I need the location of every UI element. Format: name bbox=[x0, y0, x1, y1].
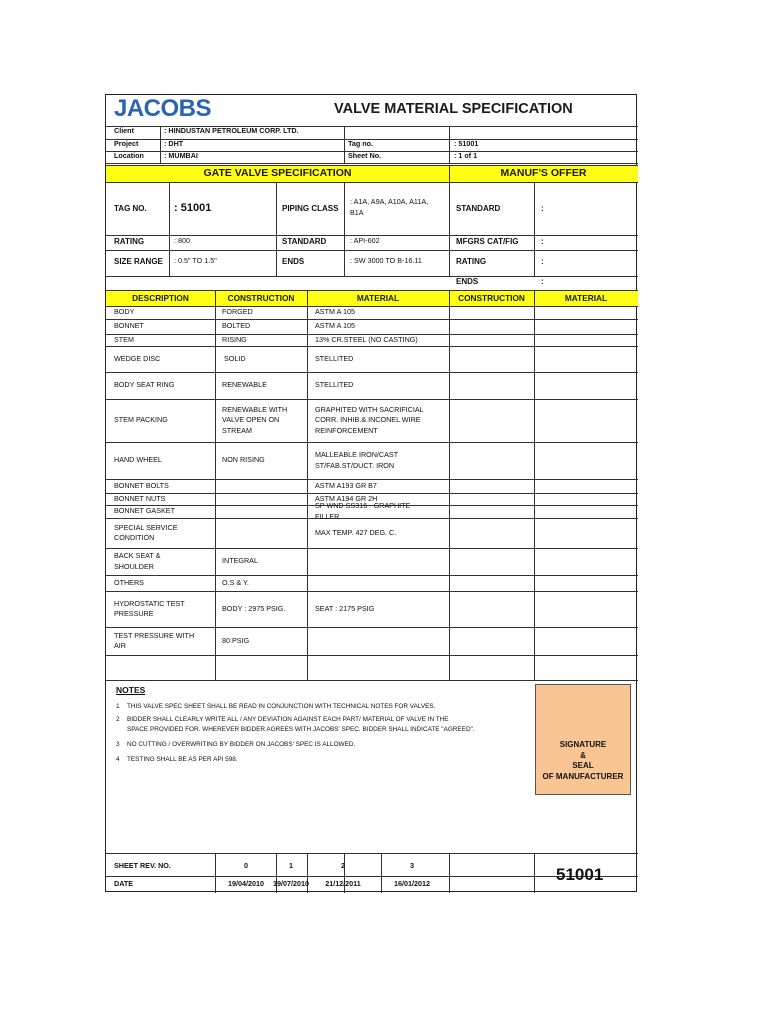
table-cell-desc: STEM bbox=[114, 334, 134, 344]
table-cell-mat: SP WND SS316 - GRAPHITE bbox=[315, 501, 411, 510]
manufacturer-offer-banner: MANUF'S OFFER bbox=[500, 167, 587, 179]
sheet-value: : 1 of 1 bbox=[454, 151, 478, 160]
table-cell-cons: RISING bbox=[222, 334, 247, 344]
table-cell-desc: BONNET BOLTS bbox=[114, 480, 169, 490]
table-cell-cons: SOLID bbox=[224, 353, 246, 363]
note-number: 1 bbox=[116, 703, 120, 710]
grid-line bbox=[106, 399, 638, 400]
table-cell-desc: PRESSURE bbox=[114, 609, 154, 618]
grid-line bbox=[106, 276, 638, 277]
client-value: : HINDUSTAN PETROLEUM CORP. LTD. bbox=[164, 126, 299, 135]
table-cell-mat: CORR. INHIB.& INCONEL WIRE bbox=[315, 415, 421, 425]
grid-line bbox=[449, 853, 450, 893]
table-cell-desc: HAND WHEEL bbox=[114, 455, 162, 465]
rating-value: : 800 bbox=[174, 236, 190, 245]
note-number: 4 bbox=[116, 756, 120, 763]
table-cell-cons: BOLTED bbox=[222, 321, 251, 331]
table-cell-mat: MALLEABLE IRON/CAST bbox=[315, 450, 399, 459]
table-cell-mat: GRAPHITED WITH SACRIFICIAL bbox=[315, 404, 424, 414]
note-item bbox=[116, 725, 475, 734]
project-value: : DHT bbox=[164, 139, 184, 148]
sheet-rev-label: SHEET REV. NO. bbox=[114, 861, 171, 870]
rev-date: 16/01/2012 bbox=[394, 879, 430, 888]
ends-value: : SW 3000 TO B-16.11 bbox=[350, 256, 422, 265]
grid-line bbox=[106, 680, 638, 681]
size-range-value: : 0.5" TO 1.5" bbox=[174, 256, 217, 265]
grid-line bbox=[106, 518, 638, 519]
note-text: SPACE PROVIDED FOR. WHEREVER BIDDER AGREES WITH JACOBS' SPEC. BIDDER SHALL INDICATE "AGREED". bbox=[127, 725, 475, 733]
table-cell-cons: NON RISING bbox=[222, 455, 265, 465]
rev-number: 0 bbox=[244, 861, 248, 870]
table-cell-cons: RENEWABLE bbox=[222, 380, 267, 390]
table-cell-cons: RENEWABLE WITH bbox=[222, 404, 288, 414]
grid-line bbox=[534, 290, 535, 680]
grid-line bbox=[106, 575, 638, 576]
signature-label: SIGNATURE & SEAL OF MANUFACTURER bbox=[542, 740, 624, 781]
offer-ends-value: : bbox=[541, 277, 544, 286]
grid-line bbox=[449, 290, 450, 680]
table-cell-mat: ASTM A194 GR 2H bbox=[315, 493, 378, 503]
grid-line bbox=[106, 306, 638, 307]
rev-number: 1 bbox=[289, 861, 293, 870]
location-label: Location bbox=[114, 151, 144, 160]
grid-line bbox=[169, 182, 170, 276]
grid-line bbox=[106, 290, 638, 291]
project-label: Project bbox=[114, 139, 139, 148]
rev-date: 19/04/2010 bbox=[228, 879, 264, 888]
table-cell-cons: O.S & Y. bbox=[222, 577, 249, 587]
table-cell-mat: REINFORCEMENT bbox=[315, 425, 378, 435]
piping-class-value: : A1A, A9A, A10A, A11A, bbox=[350, 197, 429, 206]
size-range-label: SIZE RANGE bbox=[114, 257, 163, 266]
grid-line bbox=[381, 853, 382, 893]
grid-line bbox=[106, 655, 638, 656]
table-cell-mat: STELLITED bbox=[315, 353, 354, 363]
column-header: DESCRIPTION bbox=[132, 293, 189, 303]
document-number: 51001 bbox=[556, 865, 604, 884]
table-cell-cons: INTEGRAL bbox=[222, 556, 258, 566]
table-cell-cons: BODY : 2975 PSIG. bbox=[222, 603, 286, 613]
table-cell-desc: WEDGE DISC bbox=[114, 353, 161, 363]
gate-valve-banner: GATE VALVE SPECIFICATION bbox=[203, 167, 352, 179]
table-cell-mat: ST/FAB.ST/DUCT. IRON bbox=[315, 460, 395, 470]
standard-value: : API-602 bbox=[350, 236, 380, 245]
client-label: Client bbox=[114, 126, 134, 135]
rev-date: 21/12/2011 bbox=[325, 879, 361, 888]
grid-line bbox=[106, 627, 638, 628]
table-cell-mat: MAX TEMP. 427 DEG. C. bbox=[315, 527, 397, 537]
table-cell-mat: ASTM A 105 bbox=[315, 321, 355, 331]
table-cell-desc: BONNET GASKET bbox=[114, 506, 175, 516]
grid-line bbox=[106, 442, 638, 443]
offer-ends-label: ENDS bbox=[456, 277, 479, 286]
table-cell-desc: CONDITION bbox=[114, 533, 155, 542]
grid-line bbox=[215, 290, 216, 680]
column-header: MATERIAL bbox=[356, 293, 400, 303]
grid-line bbox=[106, 165, 638, 166]
table-cell-cons: STREAM bbox=[222, 425, 252, 435]
table-cell-mat: SEAT : 2175 PSIG bbox=[315, 603, 375, 613]
piping-class-label: PIPING CLASS bbox=[282, 204, 339, 213]
grid-line bbox=[106, 319, 638, 320]
grid-line bbox=[449, 182, 450, 276]
rev-number: 3 bbox=[410, 861, 414, 870]
table-cell-desc: OTHERS bbox=[114, 577, 144, 587]
offer-rating-label: RATING bbox=[456, 257, 487, 266]
table-cell-cons: 80 PSIG bbox=[222, 635, 250, 645]
tag-label: Tag no. bbox=[348, 139, 374, 148]
table-cell-desc: BONNET NUTS bbox=[114, 493, 166, 503]
tag-value: : 51001 bbox=[454, 139, 479, 148]
mfgrs-label: MFGRS CAT/FIG bbox=[456, 237, 519, 246]
location-value: : MUMBAI bbox=[164, 151, 198, 160]
table-cell-mat: ASTM A 105 bbox=[315, 307, 355, 317]
table-cell-mat: STELLITED bbox=[315, 380, 354, 390]
note-text: THIS VALVE SPEC SHEET SHALL BE READ IN CONJUNCTION WITH TECHNICAL NOTES FOR VALVES. bbox=[127, 703, 436, 710]
column-header: MATERIAL bbox=[564, 293, 608, 303]
grid-line bbox=[106, 548, 638, 549]
grid-line bbox=[106, 250, 638, 251]
offer-standard-label: STANDARD bbox=[456, 204, 501, 213]
ends-label: ENDS bbox=[282, 257, 305, 266]
spec-sheet bbox=[105, 94, 637, 892]
grid-line bbox=[534, 853, 535, 893]
page-title: VALVE MATERIAL SPECIFICATION bbox=[334, 101, 573, 117]
grid-line bbox=[106, 372, 638, 373]
table-cell-desc: HYDROSTATIC TEST bbox=[114, 598, 185, 608]
grid-line bbox=[215, 853, 216, 893]
table-cell-cons: FORGED bbox=[222, 307, 253, 317]
table-cell-desc: TEST PRESSURE WITH bbox=[114, 630, 195, 640]
note-item bbox=[116, 740, 355, 749]
notes-title: NOTES bbox=[116, 685, 146, 695]
note-item bbox=[116, 755, 238, 764]
grid-line bbox=[106, 853, 638, 854]
rating-label: RATING bbox=[114, 237, 145, 246]
table-cell-cons: VALVE OPEN ON bbox=[222, 415, 280, 425]
note-item bbox=[116, 702, 435, 711]
note-text: TESTING SHALL BE AS PER API 598. bbox=[127, 756, 238, 763]
rev-number: 2 bbox=[341, 861, 345, 870]
column-header: CONSTRUCTION bbox=[458, 293, 525, 303]
grid-line bbox=[534, 182, 535, 276]
tag-no-value: : 51001 bbox=[174, 202, 212, 214]
table-cell-mat: 13% CR.STEEL (NO CASTING) bbox=[315, 334, 418, 344]
offer-rating-value: : bbox=[541, 257, 544, 266]
table-cell-desc: BACK SEAT & bbox=[114, 551, 161, 560]
grid-line bbox=[106, 182, 638, 183]
note-number: 2 bbox=[116, 716, 120, 723]
note-text: BIDDER SHALL CLEARLY WRITE ALL / ANY DEVIATION AGAINST EACH PART/ MATERIAL OF VALVE IN THE bbox=[127, 716, 449, 723]
tag-no-label: TAG NO. bbox=[114, 204, 147, 213]
date-label: DATE bbox=[114, 879, 134, 888]
table-cell-desc: AIR bbox=[114, 641, 126, 650]
table-cell-desc: BODY SEAT RING bbox=[114, 380, 175, 390]
grid-line bbox=[276, 182, 277, 276]
table-cell-desc: SHOULDER bbox=[114, 561, 154, 571]
grid-line bbox=[344, 182, 345, 276]
table-cell-desc: BONNET bbox=[114, 321, 144, 331]
grid-line bbox=[106, 591, 638, 592]
rev-date: 19/07/2010 bbox=[273, 879, 309, 888]
grid-line bbox=[160, 126, 161, 163]
table-cell-mat: ASTM A193 GR B7 bbox=[315, 480, 377, 490]
column-header: CONSTRUCTION bbox=[227, 293, 295, 303]
grid-line bbox=[344, 126, 345, 163]
mfgrs-value: : bbox=[541, 237, 544, 246]
offer-standard-value: : bbox=[541, 204, 544, 213]
grid-line bbox=[106, 479, 638, 480]
grid-line bbox=[106, 163, 638, 164]
note-text: NO CUTTING / OVERWRITING BY BIDDER ON JACOBS' SPEC IS ALLOWED. bbox=[127, 741, 356, 748]
piping-class-value-2: B1A bbox=[350, 208, 364, 217]
standard-label: STANDARD bbox=[282, 237, 327, 246]
jacobs-logo: JACOBS bbox=[114, 95, 212, 122]
note-number: 3 bbox=[116, 741, 120, 748]
sheet-label: Sheet No. bbox=[348, 151, 382, 160]
table-cell-desc: SPECIAL SERVICE bbox=[114, 522, 178, 532]
grid-line bbox=[106, 346, 638, 347]
table-cell-desc: STEM PACKING bbox=[114, 415, 168, 425]
signature-box bbox=[535, 684, 631, 795]
grid-line bbox=[307, 290, 308, 680]
table-cell-desc: BODY bbox=[114, 307, 135, 317]
note-item bbox=[116, 715, 449, 724]
table-cell-mat: FILLER bbox=[315, 511, 340, 521]
grid-line bbox=[449, 126, 450, 163]
